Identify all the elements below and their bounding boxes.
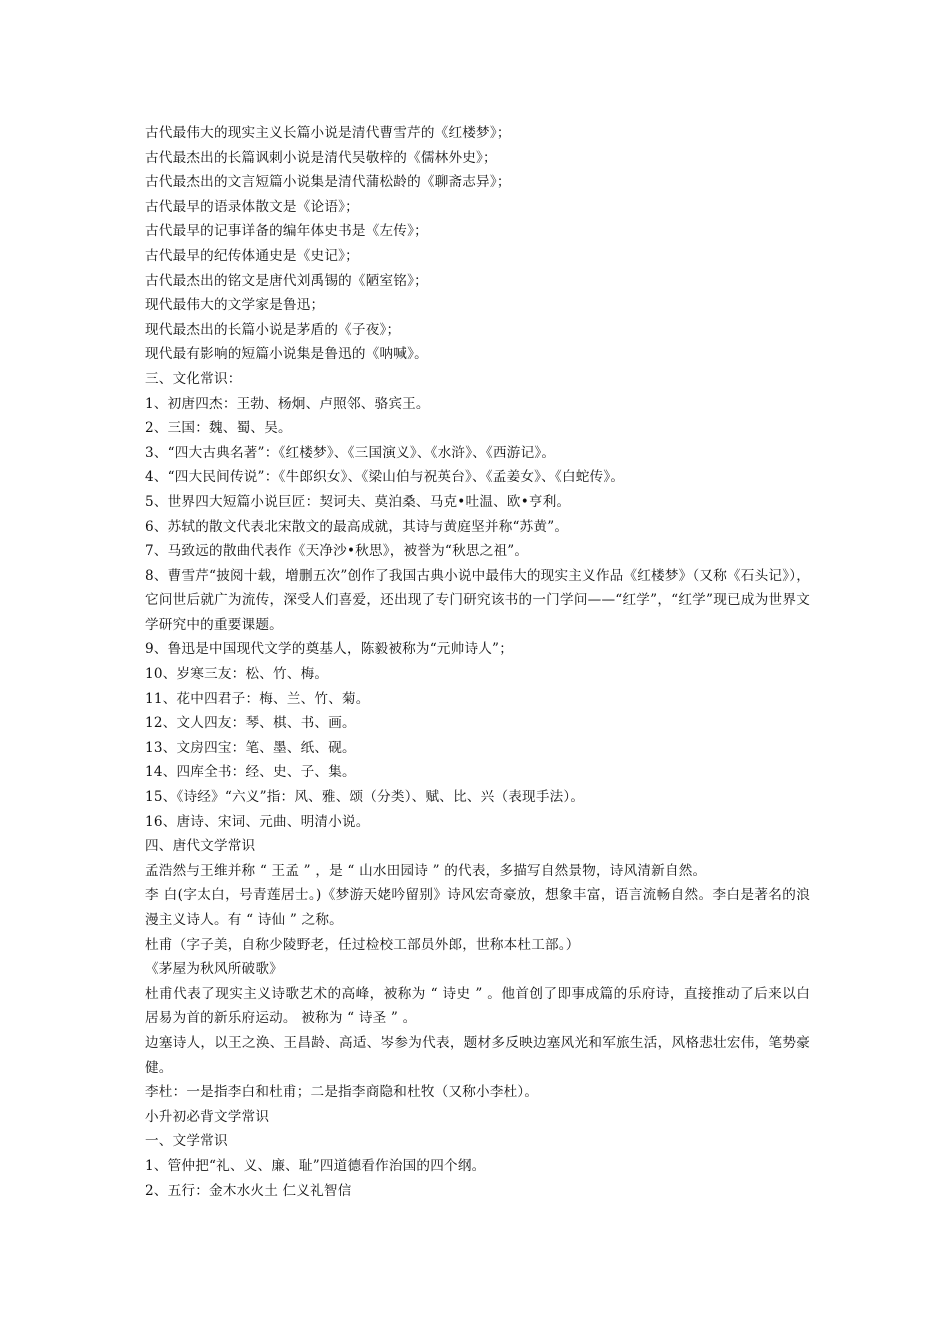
text-line: 《茅屋为秋风所破歌》 (145, 961, 283, 978)
text-line: 古代最杰出的长篇讽刺小说是清代吴敬梓的《儒林外史》； (145, 149, 497, 166)
text-line: 李杜：一是指李白和杜甫；二是指李商隐和杜牧（又称小李杜）。 (145, 1084, 539, 1101)
list-item: 11、花中四君子：梅、兰、竹、菊。 (145, 690, 370, 707)
text-line: 杜甫（字子美，自称少陵野老，任过检校工部员外郎，世称本杜工部。） (145, 936, 580, 953)
section-heading: 一、文学常识 (145, 1133, 228, 1150)
text-line: 现代最有影响的短篇小说集是鲁迅的《呐喊》。 (145, 346, 428, 363)
text-line: 古代最早的纪传体通史是《史记》； (145, 247, 359, 264)
text-line: 古代最伟大的现实主义长篇小说是清代曹雪芹的《红楼梦》； (145, 125, 511, 141)
list-item: 2、三国：魏、蜀、吴。 (145, 420, 292, 437)
text-line: 古代最杰出的文言短篇小说集是清代蒲松龄的《聊斋志异》； (145, 174, 511, 191)
document-body (145, 121, 810, 1203)
list-item: 13、文房四宝：笔、墨、纸、砚。 (145, 739, 356, 756)
list-item: 2、五行：金木水火土 仁义礼智信 (145, 1182, 352, 1199)
list-item: 6、苏轼的散文代表北宋散文的最高成就，其诗与黄庭坚并称“苏黄”。 (145, 518, 569, 535)
list-item: 16、唐诗、宋词、元曲、明清小说。 (145, 813, 370, 830)
list-item: 4、“四大民间传说”：《牛郎织女》、《梁山伯与祝英台》、《孟姜女》、《白蛇传》。 (145, 469, 625, 486)
text-line: 古代最早的记事详备的编年体史书是《左传》； (145, 223, 428, 240)
list-item: 15、《诗经》“六义”指：风、雅、颂（分类）、赋、比、兴（表现手法）。 (145, 789, 585, 806)
section-heading: 小升初必背文学常识 (145, 1108, 270, 1125)
list-item: 7、马致远的散曲代表作《天净沙•秋思》，被誉为“秋思之祖”。 (145, 543, 529, 560)
list-item: 12、文人四友：琴、棋、书、画。 (145, 715, 356, 732)
text-line: 古代最早的语录体散文是《论语》； (145, 198, 359, 215)
list-item: 9、鲁迅是中国现代文学的奠基人，陈毅被称为“元帅诗人”； (145, 641, 513, 658)
list-item: 5、世界四大短篇小说巨匠：契诃夫、莫泊桑、马克•吐温、欧•亨利。 (145, 493, 571, 510)
section-heading: 三、文化常识： (145, 370, 242, 387)
list-item: 8、曹雪芹“披阅十载，增删五次”创作了我国古典小说中最伟大的现实主义作品《红楼梦》（又称《石头记》），它问世后就广为流传，深受人们喜爱，还出现了专门研究该书的一门学问——“红学”，“红学”现已成为世界文学研究中的重要课题。 (145, 567, 810, 633)
list-item: 1、管仲把“礼、义、廉、耻”四道德看作治国的四个纲。 (145, 1157, 486, 1174)
list-item: 14、四库全书：经、史、子、集。 (145, 764, 356, 781)
text-line: 孟浩然与王维并称 “ 王孟 ” ，是 “ 山水田园诗 ” 的代表，多描写自然景物，诗风清新自然。 (145, 862, 707, 879)
text-line: 现代最伟大的文学家是鲁迅； (145, 297, 325, 314)
list-item: 1、初唐四杰：王勃、杨炯、卢照邻、骆宾王。 (145, 395, 430, 412)
text-line: 古代最杰出的铭文是唐代刘禹锡的《陋室铭》； (145, 272, 428, 289)
text-line: 现代最杰出的长篇小说是茅盾的《子夜》； (145, 321, 401, 338)
text-paragraph: 杜甫代表了现实主义诗歌艺术的高峰，被称为 “ 诗史 ” 。他首创了即事成篇的乐府诗，直接推动了后来以白居易为首的新乐府运动。 被称为 “ 诗圣 ” 。 (145, 985, 810, 1027)
section-heading: 四、唐代文学常识 (145, 838, 256, 855)
text-paragraph: 李 白(字太白，号青莲居士。)《梦游天姥吟留别》诗风宏奇豪放，想象丰富，语言流畅自然。李白是著名的浪漫主义诗人。有 “ 诗仙 ” 之称。 (145, 887, 810, 928)
text-paragraph: 边塞诗人，以王之涣、王昌龄、高适、岑参为代表，题材多反映边塞风光和军旅生活，风格悲壮宏伟，笔势豪健。 (145, 1034, 810, 1076)
list-item: 3、“四大古典名著”：《红楼梦》、《三国演义》、《水浒》、《西游记》。 (145, 444, 556, 461)
list-item: 10、岁寒三友：松、竹、梅。 (145, 666, 329, 683)
